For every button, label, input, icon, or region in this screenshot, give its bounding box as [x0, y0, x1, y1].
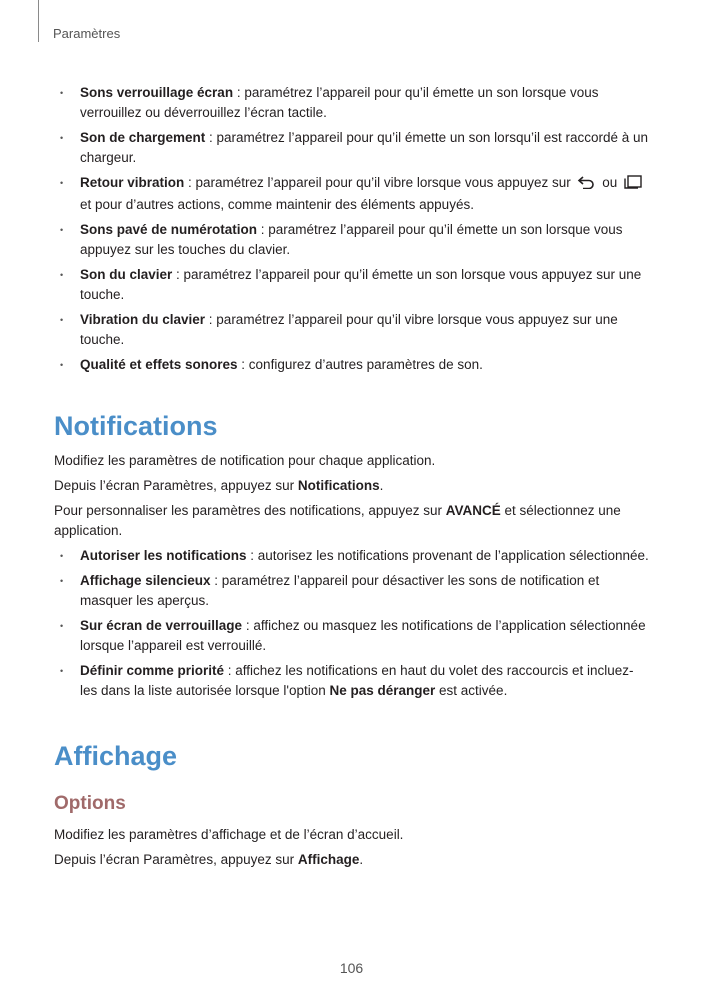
- list-item: • Autoriser les notifications : autorisez les notifications provenant de l’application sélectionnée.: [54, 546, 650, 566]
- display-path: Depuis l’écran Paramètres, appuyez sur Affichage.: [54, 852, 364, 867]
- back-icon: [577, 175, 595, 195]
- notification-settings-list: [54, 546, 650, 701]
- notifications-path: Depuis l’écran Paramètres, appuyez sur Notifications.: [54, 478, 384, 493]
- list-item: • Sons pavé de numérotation : paramétrez l’appareil pour qu’il émette un son lorsque vous appuyez sur les touches du clavier.: [54, 220, 650, 260]
- list-item: • Sons verrouillage écran : paramétrez l’appareil pour qu’il émette un son lorsque vous verrouillez ou déverrouillez l’écran tactile.: [54, 83, 650, 123]
- list-item: • Sur écran de verrouillage : affichez ou masquez les notifications de l’application sélectionnée lorsque l’appareil est verrouillé.: [54, 616, 650, 656]
- section-header-label: Paramètres: [53, 26, 121, 41]
- header-divider: [38, 0, 39, 42]
- notifications-customize: Pour personnaliser les paramètres des notifications, appuyez sur AVANCÉ et sélectionnez une application.: [54, 503, 621, 538]
- recent-apps-icon: [624, 175, 642, 195]
- list-item: • Retour vibration : paramétrez l’appareil pour qu’il vibre lorsque vous appuyez sur ou et pour d’autres actions, comme maintenir des éléments appuyés.: [54, 173, 650, 215]
- notifications-intro: Modifiez les paramètres de notification pour chaque application.: [54, 453, 436, 468]
- page-content: [54, 83, 650, 875]
- list-item: • Vibration du clavier : paramétrez l’appareil pour qu’il vibre lorsque vous appuyez sur une touche.: [54, 310, 650, 350]
- options-subheading: Options: [54, 793, 126, 814]
- display-heading: Affichage: [54, 741, 178, 771]
- notifications-heading: Notifications: [54, 411, 218, 441]
- list-item: • Qualité et effets sonores : configurez d’autres paramètres de son.: [54, 355, 650, 375]
- list-item: • Son de chargement : paramétrez l’appareil pour qu’il émette un son lorsqu’il est raccordé à un chargeur.: [54, 128, 650, 168]
- sound-settings-list: [54, 83, 650, 375]
- display-intro: Modifiez les paramètres d’affichage et de l’écran d’accueil.: [54, 827, 404, 842]
- list-item: • Son du clavier : paramétrez l’appareil pour qu’il émette un son lorsque vous appuyez sur une touche.: [54, 265, 650, 305]
- page-number: 106: [339, 960, 364, 976]
- list-item: • Affichage silencieux : paramétrez l’appareil pour désactiver les sons de notification et masquer les aperçus.: [54, 571, 650, 611]
- list-item: • Définir comme priorité : affichez les notifications en haut du volet des raccourcis et incluez-les dans la liste autorisée lorsque l'option Ne pas déranger est activée.: [54, 661, 650, 701]
